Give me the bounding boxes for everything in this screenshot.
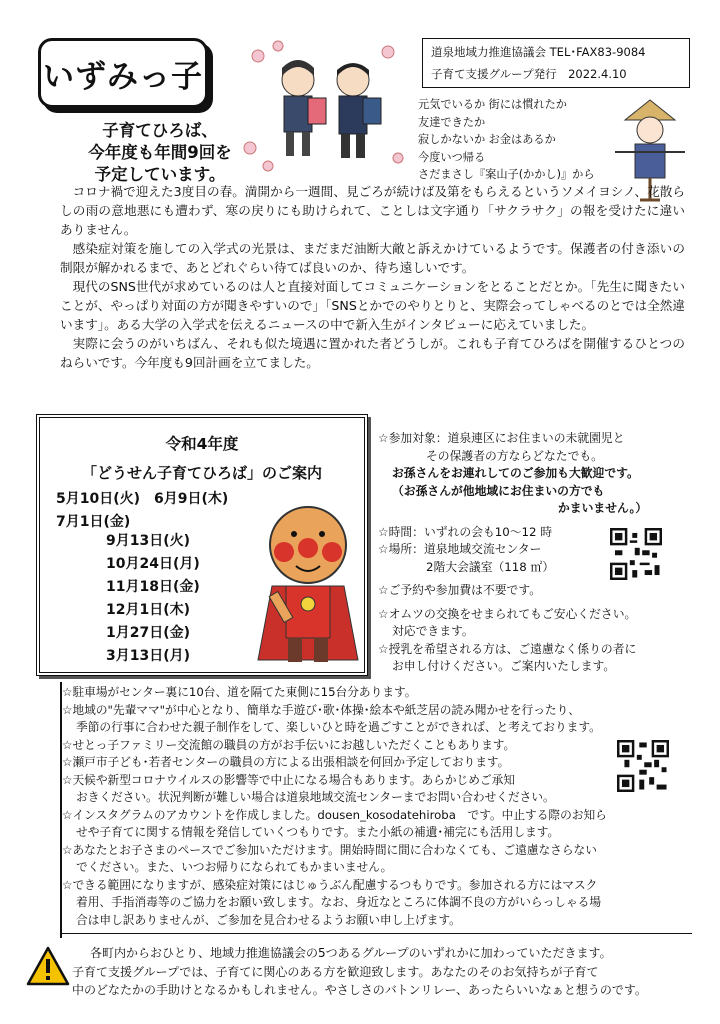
- note-item-cont: でください。また、いつお帰りになられてもかまいません。: [76, 860, 393, 874]
- note-item-cont: おきください。状況判断が難しい場合は道泉地域交流センターまでお問い合わせください。: [76, 790, 555, 804]
- publisher-box: [422, 38, 690, 88]
- schedule-date: 9月13日(火): [106, 533, 191, 549]
- paragraph: 感染症対策を施しての入学式の光景は、まだまだ油断大敵と訴えかけているようです。保護者の付き添いの制限が解かれるまで、あとどれぐらい待てば良いのか、待ち遠しいです。: [60, 241, 685, 275]
- schedule-title: 令和4年度: [165, 435, 239, 453]
- info-grandchild: お孫さんをお連れしてのご参加も大歓迎です。: [392, 466, 639, 480]
- note-item: ☆天候や新型コロナウイルスの影響等で中止になる場合もあります。あらかじめご承知: [62, 772, 515, 787]
- newsletter-title: いずみっ子: [38, 38, 208, 108]
- lyric-line: 友達できたか: [418, 115, 486, 129]
- headline-line: 子育てひろば、: [102, 121, 218, 140]
- info-grandchild-note-end: かまいません。）: [558, 501, 648, 515]
- schedule-date: 1月27日(金): [106, 625, 191, 641]
- headline: [40, 120, 280, 186]
- anpanman-icon: [248, 500, 364, 670]
- note-item: ☆せとっ子ファミリー交流館の職員の方がお手伝いにお越しいただくこともあります。: [62, 737, 516, 752]
- note-item-cont: 着用、手指消毒等のご協力をお願い致します。なお、身近なところに体調不良の方がいらっしゃる場: [76, 895, 602, 909]
- info-diaper: ☆オムツの交換をせまられてもご安心ください。: [378, 606, 637, 621]
- paragraph: コロナ禍で迎えた3度目の春。満開から一週間、見ごろが続けば及第をもらえるというソメイヨシノ、花散らしの雨の意地悪にも遭わず、寒の戻りにも助けられて、ことしは文字通り「サクラサク」の報を受けたに違いありません。: [60, 184, 685, 237]
- lyric-line: 寂しかないか お金はあるか: [418, 133, 556, 146]
- info-diaper-cont: 対応できます。: [392, 624, 474, 638]
- schedule-dates-second: [106, 530, 200, 668]
- girl-icon: [282, 60, 326, 156]
- headline-line: 予定しています。: [94, 165, 226, 184]
- note-item: ☆地域の"先輩ママ"が中心となり、簡単な手遊び･歌･体操･絵本や紙芝居の読み聞かせを行ったり、: [62, 702, 580, 717]
- schedule-date: 10月24日(月): [106, 556, 200, 572]
- info-fee: ☆ご予約や参加費は不要です。: [378, 583, 541, 597]
- schedule-date: 5月10日(火) 6月9日(木): [56, 491, 229, 507]
- footer-line: 各町内からおひとり、地域力推進協議会の5つあるグループのいずれかに加わっていただきます。: [90, 946, 612, 960]
- headline-line: 今年度も年間9回を: [88, 143, 232, 162]
- schedule-date: 3月13日(月): [106, 648, 191, 664]
- lyric-line: 元気でいるか 街には慣れたか: [418, 98, 567, 111]
- qr-code-icon[interactable]: [617, 740, 669, 792]
- footer-line: 子育て支援グループでは、子育てに関心のある方を歓迎致します。あなたのそのお気持ちが子育て: [72, 964, 599, 979]
- schedule-date: 11月18日(金): [106, 579, 200, 595]
- footer-line: 中のどなたかの手助けとなるかもしれません。やさしさのバトンリレー、あったらいいなぁと想うのです。: [72, 983, 647, 997]
- notes-list: [62, 684, 692, 934]
- schedule-dates-first: [56, 488, 228, 534]
- schedule-date: 12月1日(木): [106, 602, 191, 618]
- schedule-box: [36, 414, 368, 676]
- article-body: [60, 182, 685, 372]
- note-item: ☆あなたとお子さまのペースでご参加いただけます。開始時間に間に合わなくても、ご遠慮なさらない: [62, 842, 597, 857]
- boy-icon: [337, 63, 381, 158]
- info-place: ☆場所：道泉地域交流センター: [378, 542, 542, 556]
- note-item-cont: せや子育てに関する情報を発信していくつもりです。また小紙の補遺･補完にも活用します。: [76, 825, 560, 839]
- note-item: ☆駐車場がセンター裏に10台、道を隔てた東側に15台分あります。: [62, 685, 417, 699]
- paragraph: 実際に会うのがいちばん、それも似た境遇に置かれた者どうしが。これも子育てひろばを開催するひとつのねらいです。今年度も9回計画を立てました。: [60, 336, 685, 370]
- footer-message: [72, 944, 692, 1000]
- lyric-line: 今度いつ帰る: [418, 150, 486, 164]
- info-place-room: 2階大会議室（118 ㎡）: [426, 559, 555, 574]
- publisher-contact: 道泉地域力推進協議会 TEL･FAX83-9084: [431, 45, 646, 59]
- info-grandchild-note: （お孫さんが他地域にお住まいの方でも: [392, 483, 605, 498]
- info-nursing: ☆授乳を希望される方は、ご遠慮なく係りの者に: [378, 641, 637, 656]
- schedule-subtitle: 「どうせん子育てひろば」のご案内: [81, 464, 322, 482]
- info-target-cont: その保護者の方ならどなたでも。: [426, 448, 603, 463]
- info-time: ☆時間：いずれの会も10～12 時: [378, 524, 553, 539]
- warning-icon: [26, 946, 70, 986]
- song-lyrics: [418, 96, 595, 184]
- lyric-source: さだまさし『案山子(かかし)』から: [418, 168, 595, 181]
- note-item-cont: 季節の行事に合わせた親子制作をして、楽しいひと時を過ごすことができれば、と考えております。: [76, 720, 601, 734]
- note-item-cont: 合は申し訳ありませんが、ご参加を見合わせるようお願い申し上げます。: [76, 912, 461, 927]
- paragraph: 現代のSNS世代が求めているのは人と直接対面してコミュニケーションをとることだとか。「先生に聞きたいことが、やっぱり対面の方が聞きやすいので」「SNSとかでのやりとりと、実際会ってしゃべるのとでは全然違います」。ある大学の入学式を伝えるニュースの中で新入生がインタビューに応えていました。: [60, 279, 685, 332]
- info-target: ☆参加対象：道泉連区にお住まいの未就園児と: [378, 431, 625, 445]
- publisher-date: 子育て支援グループ発行 2022.4.10: [431, 67, 627, 81]
- note-item: ☆できる範囲になりますが、感染症対策にはじゅうぶん配慮するつもりです。参加される方にはマスク: [62, 877, 598, 892]
- qr-code-icon[interactable]: [610, 528, 662, 580]
- info-nursing-cont: お申し付けください。ご案内いたします。: [392, 659, 616, 673]
- note-item: ☆瀬戸市子ども･若者センターの職員の方による出張相談を何回か予定しております。: [62, 755, 510, 769]
- schedule-date: 7月1日(金): [56, 514, 131, 530]
- note-instagram: ☆インスタグラムのアカウントを作成しました。dousen_kosodatehiroba です。中止する際のお知ら: [62, 807, 607, 822]
